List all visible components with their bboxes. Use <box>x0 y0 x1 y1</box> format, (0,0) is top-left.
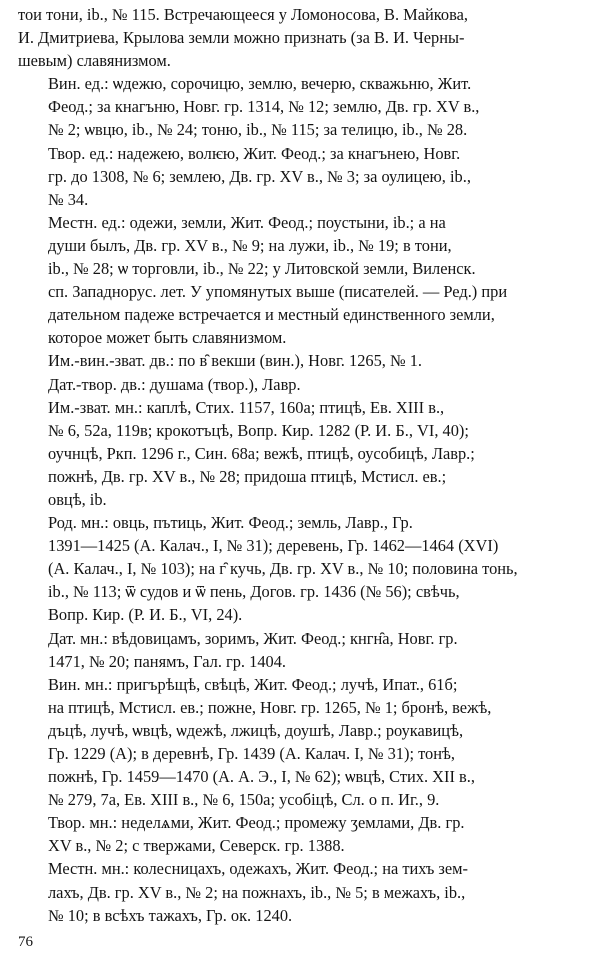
text-line: Им.-вин.-зват. дв.: по в̑ векши (вин.), Новг. 1265, № 1. <box>48 351 423 371</box>
text-line: Местн. ед.: одежи, земли, Жит. Феод.; поустыни, ib.; а на <box>48 212 446 232</box>
text-line: шевым) славянизмом. <box>18 51 171 71</box>
text-line: Им.-зват. мн.: каплѣ, Стих. 1157, 160а; птицѣ, Ев. XIII в., <box>48 397 445 417</box>
paragraph-dative-plural <box>18 627 590 673</box>
paragraph-instrumental-plural <box>18 811 590 857</box>
paragraph-locative-plural <box>18 857 590 926</box>
paragraph-locative-singular <box>18 211 590 350</box>
text-line: Вин. ед.: ѡдежю, сорочицю, землю, вечерю, скважьню, Жит. <box>48 74 472 94</box>
text-line: дательном падеже встречается и местный единственного земли, <box>48 305 495 325</box>
text-line: сп. Западнорус. лет. У упомянутых выше (писателей. — Ред.) при <box>48 282 508 302</box>
text-line: Феод.; за кнагъню, Новг. гр. 1314, № 12; землю, Дв. гр. XV в., <box>48 97 480 117</box>
paragraph-accusative-singular <box>18 72 590 141</box>
text-line: оучнцѣ, Ркп. 1296 г., Син. 68а; вежѣ, птицѣ, оусобицѣ, Лавр.; <box>48 443 475 463</box>
text-line: И. Дмитриева, Крылова земли можно признать (за В. И. Черны- <box>18 28 465 48</box>
paragraph-nom-voc-plural <box>18 396 590 511</box>
text-line: тои тони, ib., № 115. Встречающееся у Ломоносова, В. Майкова, <box>18 5 468 24</box>
text-line: лахъ, Дв. гр. XV в., № 2; на пожнахъ, ib., № 5; в межахъ, ib., <box>48 882 466 902</box>
paragraph-genitive-plural <box>18 511 590 626</box>
text-line: № 279, 7а, Ев. XIII в., № 6, 150а; усобіцѣ, Сл. о п. Иг., 9. <box>48 790 440 810</box>
text-line: пожнѣ, Дв. гр. XV в., № 28; придоша птицѣ, Мстисл. ев.; <box>48 466 447 486</box>
text-line: овцѣ, ib. <box>48 489 107 509</box>
text-line: Гр. 1229 (А); в деревнѣ, Гр. 1439 (А. Калач. I, № 31); тонѣ, <box>48 744 456 763</box>
text-line: ib., № 113; ѿ судов и ѿ пень, Догов. гр. 1436 (№ 56); свѣчь, <box>48 582 460 602</box>
text-line: (А. Калач., I, № 103); на г̑ кучь, Дв. гр. XV в., № 10; половина тонь, <box>48 559 518 579</box>
page-body <box>18 3 590 927</box>
text-line: ib., № 28; ѡ торговли, ib., № 22; у Литовской земли, Виленск. <box>48 259 476 279</box>
text-line: № 10; в всѣхъ тажахъ, Гр. ок. 1240. <box>48 905 293 925</box>
text-line: 1391—1425 (А. Калач., I, № 31); деревень, Гр. 1462—1464 (XVI) <box>48 536 499 556</box>
text-line: которое может быть славянизмом. <box>48 328 287 348</box>
text-line: Твор. мн.: неделѧми, Жит. Феод.; промежу ӡемлами, Дв. гр. <box>48 813 465 833</box>
text-line: Дат. мн.: вѣдовицамъ, зоримъ, Жит. Феод.; кнгн̑а, Новг. гр. <box>48 628 458 648</box>
text-line: Местн. мн.: колесницахъ, одежахъ, Жит. Феод.; на тихъ зем- <box>48 859 469 879</box>
text-line: Вопр. Кир. (Р. И. Б., VI, 24). <box>48 605 243 625</box>
paragraph-continuation <box>18 3 590 72</box>
paragraph-dat-instr-dual <box>18 373 590 396</box>
text-line: XV в., № 2; с твержами, Северск. гр. 1388. <box>48 836 345 856</box>
text-line: души былъ, Дв. гр. XV в., № 9; на лужи, ib., № 19; в тони, <box>48 235 452 255</box>
text-line: на птицѣ, Мстисл. ев.; пожне, Новг. гр. 1265, № 1; бронѣ, вежѣ, <box>48 697 492 717</box>
paragraph-nom-acc-voc-dual <box>18 349 590 372</box>
text-line: дъцѣ, лучѣ, ѡвцѣ, ѡдежѣ, лжицѣ, доушѣ, Лавр.; роукавицѣ, <box>48 720 464 740</box>
text-line: Дат.-твор. дв.: душама (твор.), Лавр. <box>48 374 301 394</box>
paragraph-instrumental-singular <box>18 142 590 211</box>
text-line: № 6, 52а, 119в; крокотъцѣ, Вопр. Кир. 1282 (Р. И. Б., VI, 40); <box>48 420 469 440</box>
text-line: гр. до 1308, № 6; землею, Дв. гр. XV в., № 3; за оулицею, ib., <box>48 166 471 186</box>
text-line: Род. мн.: овць, пътиць, Жит. Феод.; земль, Лавр., Гр. <box>48 513 413 533</box>
text-line: № 34. <box>48 189 89 209</box>
text-line: Твор. ед.: надежею, волѥю, Жит. Феод.; за кнагънею, Новг. <box>48 143 461 163</box>
paragraph-accusative-plural <box>18 673 590 812</box>
text-line: Вин. мн.: пригърѣщѣ, свѣцѣ, Жит. Феод.; лучѣ, Ипат., 61б; <box>48 674 458 694</box>
text-line: пожнѣ, Гр. 1459—1470 (А. А. Э., I, № 62); ѡвцѣ, Стих. XII в., <box>48 767 475 787</box>
page-number: 76 <box>18 934 33 950</box>
text-line: 1471, № 20; панямъ, Гал. гр. 1404. <box>48 651 287 671</box>
text-line: № 2; ѡвцю, ib., № 24; тоню, ib., № 115; за телицю, ib., № 28. <box>48 120 468 140</box>
